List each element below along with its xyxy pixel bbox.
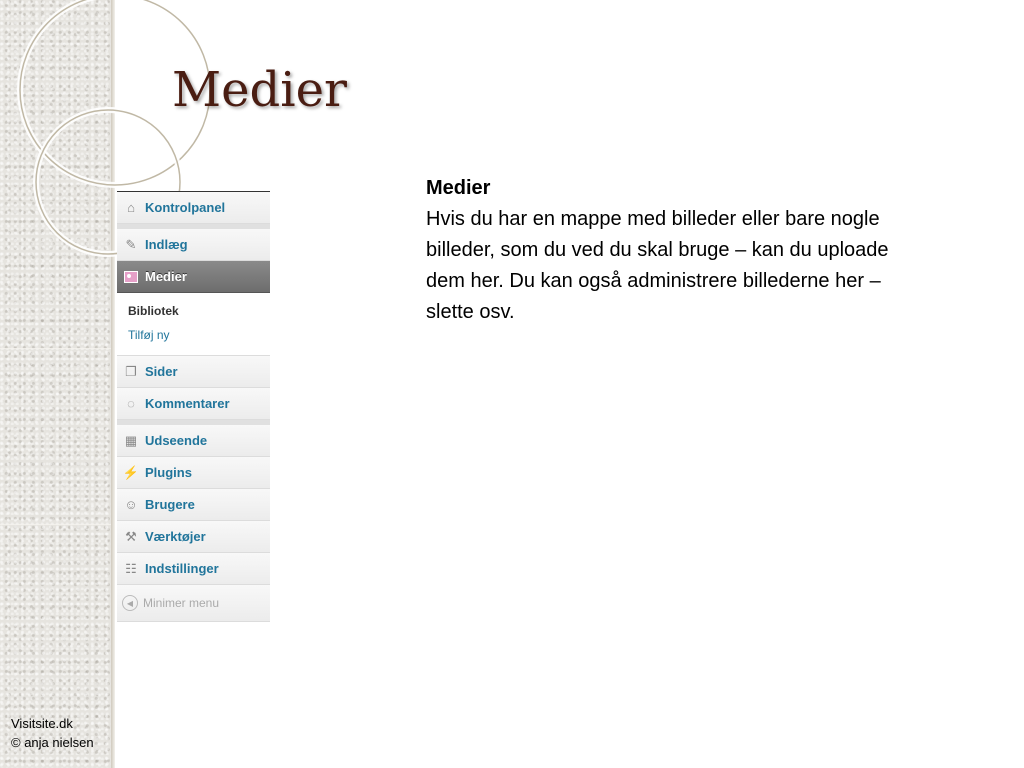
appearance-icon: ▦ bbox=[124, 432, 138, 448]
pushpin-icon: ✎ bbox=[125, 236, 137, 252]
minimize-menu-button[interactable]: ◀ Minimer menu bbox=[117, 585, 270, 622]
menu-item-kontrolpanel[interactable]: ⌂ Kontrolpanel bbox=[117, 192, 270, 224]
slide-title: Medier bbox=[172, 62, 347, 118]
strip-divider bbox=[0, 348, 113, 349]
menu-item-indstillinger[interactable]: ☷ Indstillinger bbox=[117, 553, 270, 585]
menu-item-udseende[interactable]: ▦ Udseende bbox=[117, 420, 270, 457]
footer-copyright: © anja nielsen bbox=[11, 735, 94, 750]
media-icon bbox=[122, 268, 140, 286]
strip-divider bbox=[0, 524, 113, 525]
home-icon: ⌂ bbox=[127, 200, 135, 215]
content-body: Hvis du har en mappe med billeder eller bare nogle billeder, som du ved du skal bruge – kan du uploade dem her. Du kan også administrere billederne her – slette osv. bbox=[426, 208, 889, 323]
content-heading: Medier bbox=[426, 177, 491, 199]
media-submenu bbox=[117, 293, 270, 356]
tools-icon: ⚒ bbox=[125, 528, 137, 544]
menu-item-brugere[interactable]: ☺ Brugere bbox=[117, 489, 270, 521]
menu-item-kommentarer[interactable]: ◌ Kommentarer bbox=[117, 388, 270, 420]
users-icon: ☺ bbox=[124, 497, 138, 512]
comment-icon: ◌ bbox=[127, 396, 135, 411]
footer bbox=[11, 714, 94, 752]
collapse-arrow-icon: ◀ bbox=[122, 595, 138, 611]
pages-icon: ❐ bbox=[125, 363, 137, 379]
menu-item-plugins[interactable]: ⚡ Plugins bbox=[117, 457, 270, 489]
menu-item-medier[interactable]: Medier bbox=[117, 261, 270, 293]
menu-item-indlaeg[interactable]: ✎ Indlæg bbox=[117, 224, 270, 261]
menu-item-vaerktoejer[interactable]: ⚒ Værktøjer bbox=[117, 521, 270, 553]
settings-icon: ☷ bbox=[125, 560, 137, 576]
submenu-tilfoej-ny[interactable]: Tilføj ny bbox=[128, 328, 170, 342]
menu-item-sider[interactable]: ❐ Sider bbox=[117, 356, 270, 388]
footer-site: Visitsite.dk bbox=[11, 716, 73, 731]
admin-sidebar-menu bbox=[117, 191, 270, 622]
submenu-bibliotek[interactable]: Bibliotek bbox=[128, 304, 179, 318]
slide-content bbox=[426, 173, 926, 328]
plugin-icon: ⚡ bbox=[122, 464, 140, 480]
